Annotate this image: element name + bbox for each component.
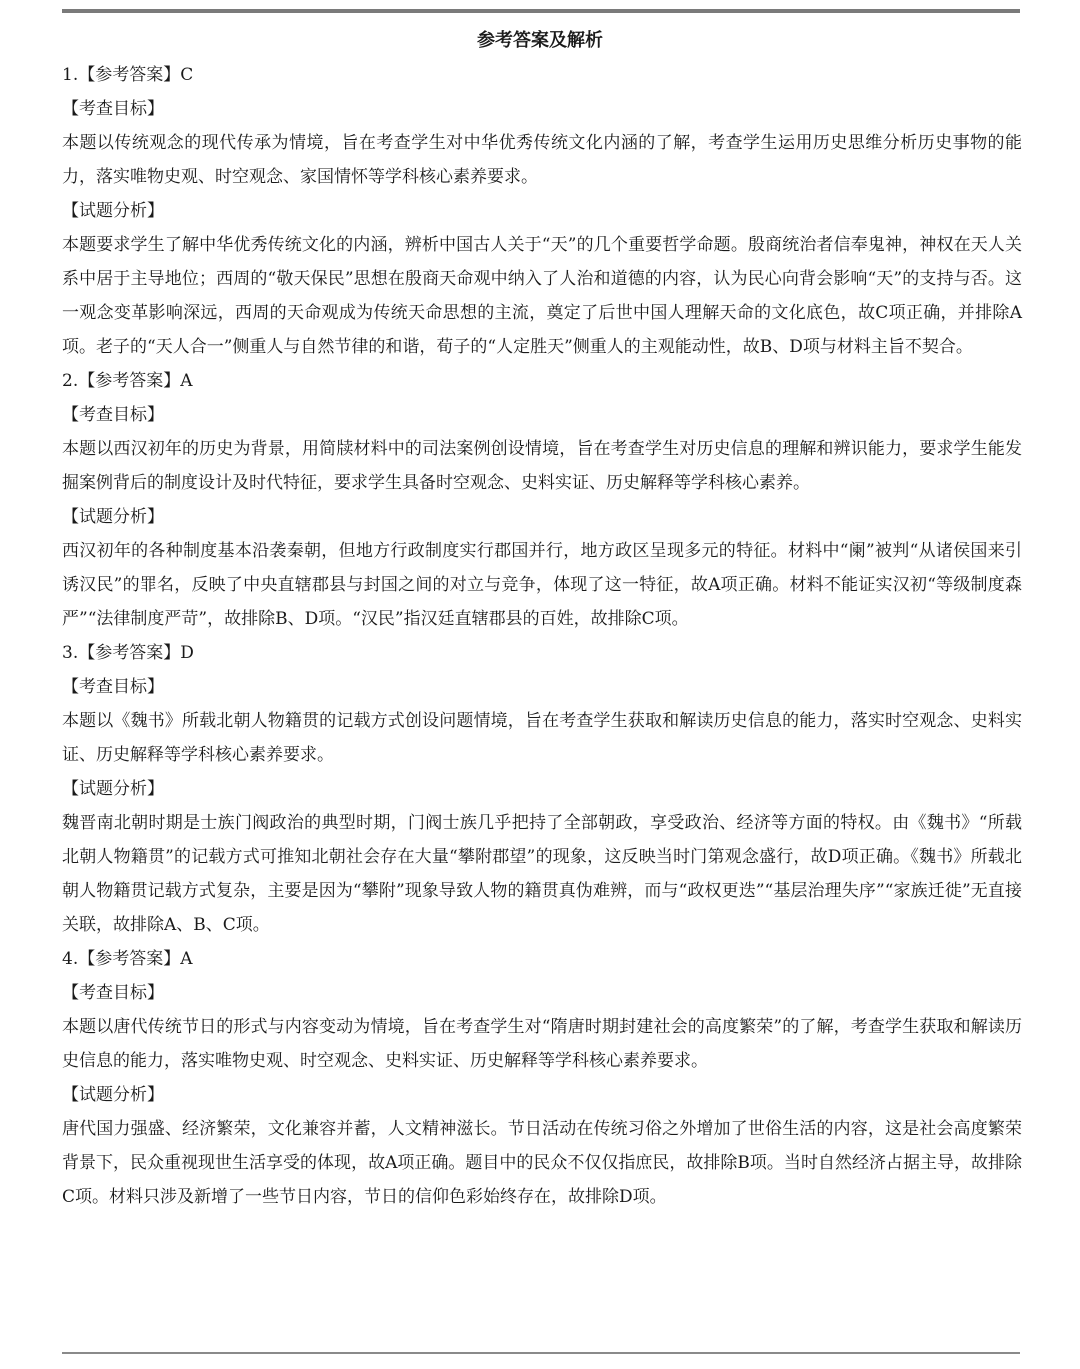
- objective-text: 本题以传统观念的现代传承为情境，旨在考查学生对中华优秀传统文化内涵的了解，考查学生运用历史思维分析历史事物的能力，落实唯物史观、时空观念、家国情怀等学科核心素养要求。: [62, 133, 1022, 187]
- objective-heading: 【考查目标】: [62, 983, 164, 1003]
- question-1: [62, 58, 1022, 364]
- objective-heading: 【考查目标】: [62, 99, 164, 119]
- answer-line: 1.【参考答案】C: [62, 65, 194, 85]
- objective-heading: 【考查目标】: [62, 677, 164, 697]
- analysis-text: 本题要求学生了解中华优秀传统文化的内涵，辨析中国古人关于“天”的几个重要哲学命题。殷商统治者信奉鬼神，神权在天人关系中居于主导地位；西周的“敬天保民”思想在殷商天命观中纳入了人治和道德的内容，认为民心向背会影响“天”的支持与否。这一观念变革影响深远，西周的天命观成为传统天命思想的主流，奠定了后世中国人理解天命的文化底色，故C项正确，并排除A项。老子的“天人合一”侧重人与自然节律的和谐，荀子的“人定胜天”侧重人的主观能动性，故B、D项与材料主旨不契合。: [62, 235, 1022, 357]
- top-rule: [62, 9, 1020, 13]
- objective-text: 本题以唐代传统节日的形式与内容变动为情境，旨在考查学生对“隋唐时期封建社会的高度繁荣”的了解，考查学生获取和解读历史信息的能力，落实唯物史观、时空观念、史料实证、历史解释等学科核心素养要求。: [62, 1017, 1022, 1071]
- analysis-text: 魏晋南北朝时期是士族门阀政治的典型时期，门阀士族几乎把持了全部朝政，享受政治、经济等方面的特权。由《魏书》“所载北朝人物籍贯”的记载方式可推知北朝社会存在大量“攀附郡望”的现象，这反映当时门第观念盛行，故D项正确。《魏书》所载北朝人物籍贯记载方式复杂，主要是因为“攀附”现象导致人物的籍贯真伪难辨，而与“政权更迭”“基层治理失序”“家族迁徙”无直接关联，故排除A、B、C项。: [62, 813, 1022, 935]
- analysis-text: 唐代国力强盛、经济繁荣，文化兼容并蓄，人文精神滋长。节日活动在传统习俗之外增加了世俗生活的内容，这是社会高度繁荣背景下，民众重视现世生活享受的体现，故A项正确。题目中的民众不仅仅指庶民，故排除B项。当时自然经济占据主导，故排除C项。材料只涉及新增了一些节日内容，节日的信仰色彩始终存在，故排除D项。: [62, 1119, 1022, 1207]
- analysis-heading: 【试题分析】: [62, 779, 164, 799]
- page-title: 参考答案及解析: [477, 30, 603, 51]
- question-2: [62, 364, 1022, 636]
- question-3: [62, 636, 1022, 942]
- answer-line: 3.【参考答案】D: [62, 643, 194, 663]
- question-4: [62, 942, 1022, 1214]
- objective-text: 本题以西汉初年的历史为背景，用简牍材料中的司法案例创设情境，旨在考查学生对历史信息的理解和辨识能力，要求学生能发掘案例背后的制度设计及时代特征，要求学生具备时空观念、史料实证、历史解释等学科核心素养。: [62, 439, 1022, 493]
- objective-text: 本题以《魏书》所载北朝人物籍贯的记载方式创设问题情境，旨在考查学生获取和解读历史信息的能力，落实时空观念、史料实证、历史解释等学科核心素养要求。: [62, 711, 1022, 765]
- analysis-heading: 【试题分析】: [62, 201, 164, 221]
- analysis-text: 西汉初年的各种制度基本沿袭秦朝，但地方行政制度实行郡国并行，地方政区呈现多元的特征。材料中“阑”被判“从诸侯国来引诱汉民”的罪名，反映了中央直辖郡县与封国之间的对立与竞争，体现了这一特征，故A项正确。材料不能证实汉初“等级制度森严”“法律制度严苛”，故排除B、D项。“汉民”指汉廷直辖郡县的百姓，故排除C项。: [62, 541, 1022, 629]
- answer-content: [62, 58, 1022, 1214]
- answer-line: 4.【参考答案】A: [62, 949, 193, 969]
- bottom-rule: [62, 1352, 1020, 1354]
- analysis-heading: 【试题分析】: [62, 507, 164, 527]
- objective-heading: 【考查目标】: [62, 405, 164, 425]
- answer-line: 2.【参考答案】A: [62, 371, 193, 391]
- analysis-heading: 【试题分析】: [62, 1085, 164, 1105]
